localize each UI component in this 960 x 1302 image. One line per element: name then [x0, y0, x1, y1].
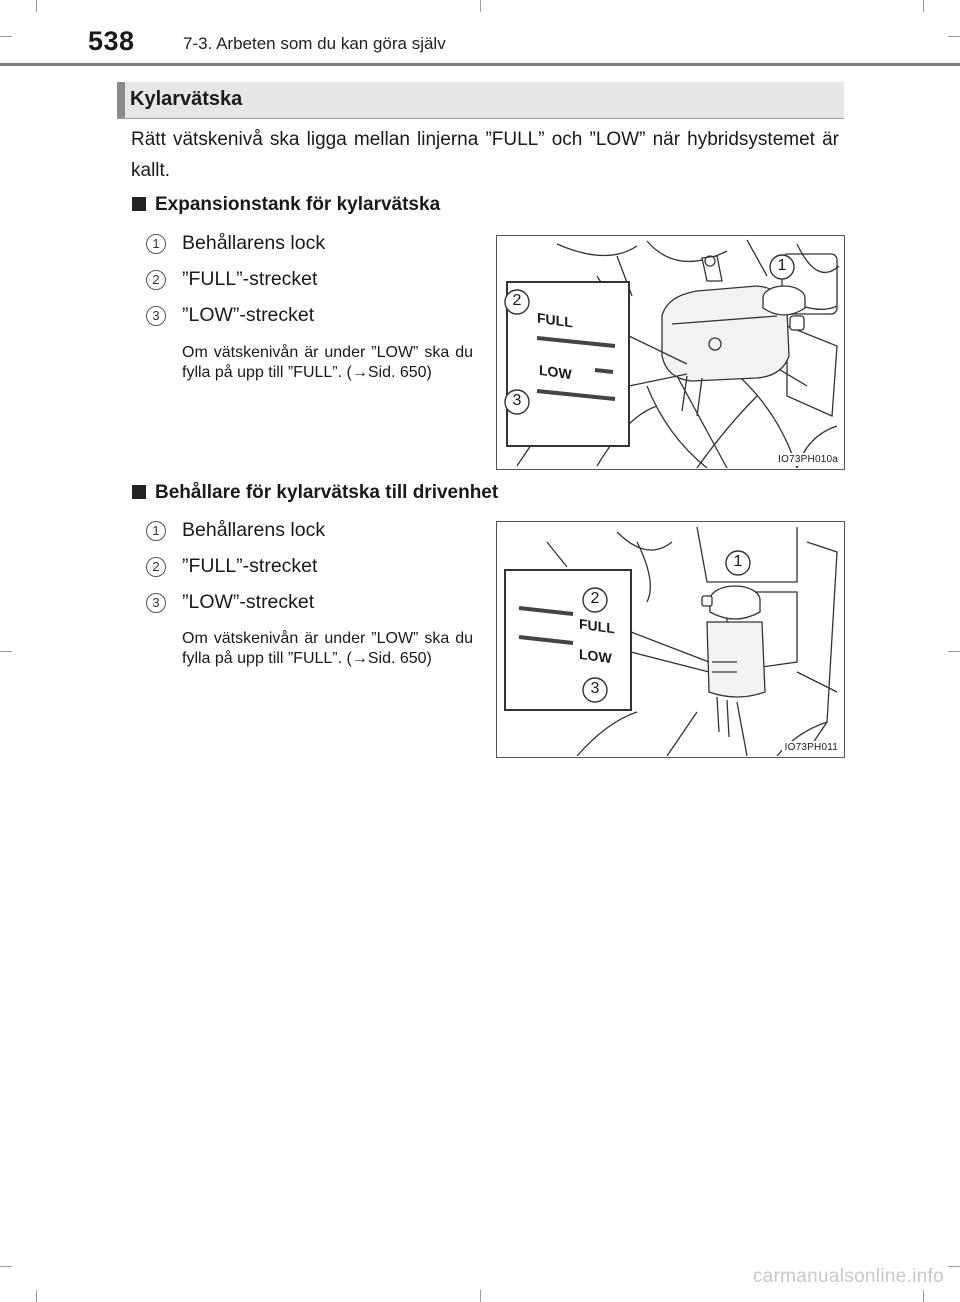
- figure-code: IO73PH011: [782, 741, 841, 754]
- crop-mark: [923, 0, 924, 12]
- crop-mark: [480, 1290, 481, 1302]
- full-mark-label: FULL: [537, 309, 573, 331]
- number-badge: 2: [146, 270, 166, 290]
- crop-mark: [0, 651, 12, 652]
- subheading-text: Expansionstank för kylarvätska: [155, 194, 441, 215]
- header-divider: [0, 63, 960, 66]
- item-label: ”FULL”-strecket: [182, 268, 318, 290]
- figure-code: IO73PH010a: [775, 453, 841, 466]
- number-badge: 2: [146, 557, 166, 577]
- page-number: 538: [88, 26, 135, 56]
- intro-paragraph: Rätt vätskenivå ska ligga mellan linjerna ”FULL” och ”LOW” när hybridsystemet är kallt.: [131, 129, 839, 181]
- item-label: ”LOW”-strecket: [182, 591, 315, 613]
- section-title-bar: [117, 82, 844, 119]
- subheading-drive-unit-reservoir: [132, 482, 498, 504]
- crop-mark: [36, 1290, 37, 1302]
- note-text: Om vätskenivån är under ”LOW” ska du fylla på upp till ”FULL”. (→Sid. 650): [182, 344, 473, 381]
- crop-mark: [948, 36, 960, 37]
- callout-overlay: [497, 522, 843, 756]
- number-badge: 1: [146, 521, 166, 541]
- subheading-text: Behållare för kylarvätska till drivenhet: [155, 482, 499, 503]
- section-title: Kylarvätska: [130, 88, 243, 110]
- crop-mark: [36, 0, 37, 12]
- low-mark-label: LOW: [539, 361, 572, 383]
- low-mark-label: LOW: [579, 645, 612, 667]
- full-mark-label: FULL: [579, 615, 615, 637]
- number-badge: 1: [146, 234, 166, 254]
- callout-2: 2: [590, 590, 600, 607]
- figure-expansion-tank: [496, 235, 845, 470]
- note-text: Om vätskenivån är under ”LOW” ska du fylla på upp till ”FULL”. (→Sid. 650): [182, 630, 473, 667]
- section-accent: [117, 82, 125, 118]
- figure-drive-unit-reservoir: [496, 521, 845, 758]
- crop-mark: [948, 651, 960, 652]
- crop-mark: [948, 1266, 960, 1267]
- callout-1: 1: [733, 553, 743, 570]
- crop-mark: [0, 36, 12, 37]
- number-badge: 3: [146, 593, 166, 613]
- square-bullet-icon: [132, 485, 146, 499]
- crop-mark: [480, 0, 481, 12]
- crop-mark: [923, 1290, 924, 1302]
- subheading-expansion-tank: [132, 194, 440, 216]
- square-bullet-icon: [132, 197, 146, 211]
- item-label: Behållarens lock: [182, 232, 326, 254]
- callout-2: 2: [512, 292, 522, 309]
- number-badge: 3: [146, 306, 166, 326]
- item-label: ”FULL”-strecket: [182, 555, 318, 577]
- callout-3: 3: [590, 680, 600, 697]
- section-breadcrumb: 7-3. Arbeten som du kan göra själv: [183, 34, 446, 53]
- watermark[interactable]: carmanualsonline.info: [752, 1266, 944, 1287]
- callout-3: 3: [512, 392, 522, 409]
- crop-mark: [0, 1266, 12, 1267]
- callout-1: 1: [777, 257, 787, 274]
- item-label: Behållarens lock: [182, 519, 326, 541]
- item-label: ”LOW”-strecket: [182, 304, 315, 326]
